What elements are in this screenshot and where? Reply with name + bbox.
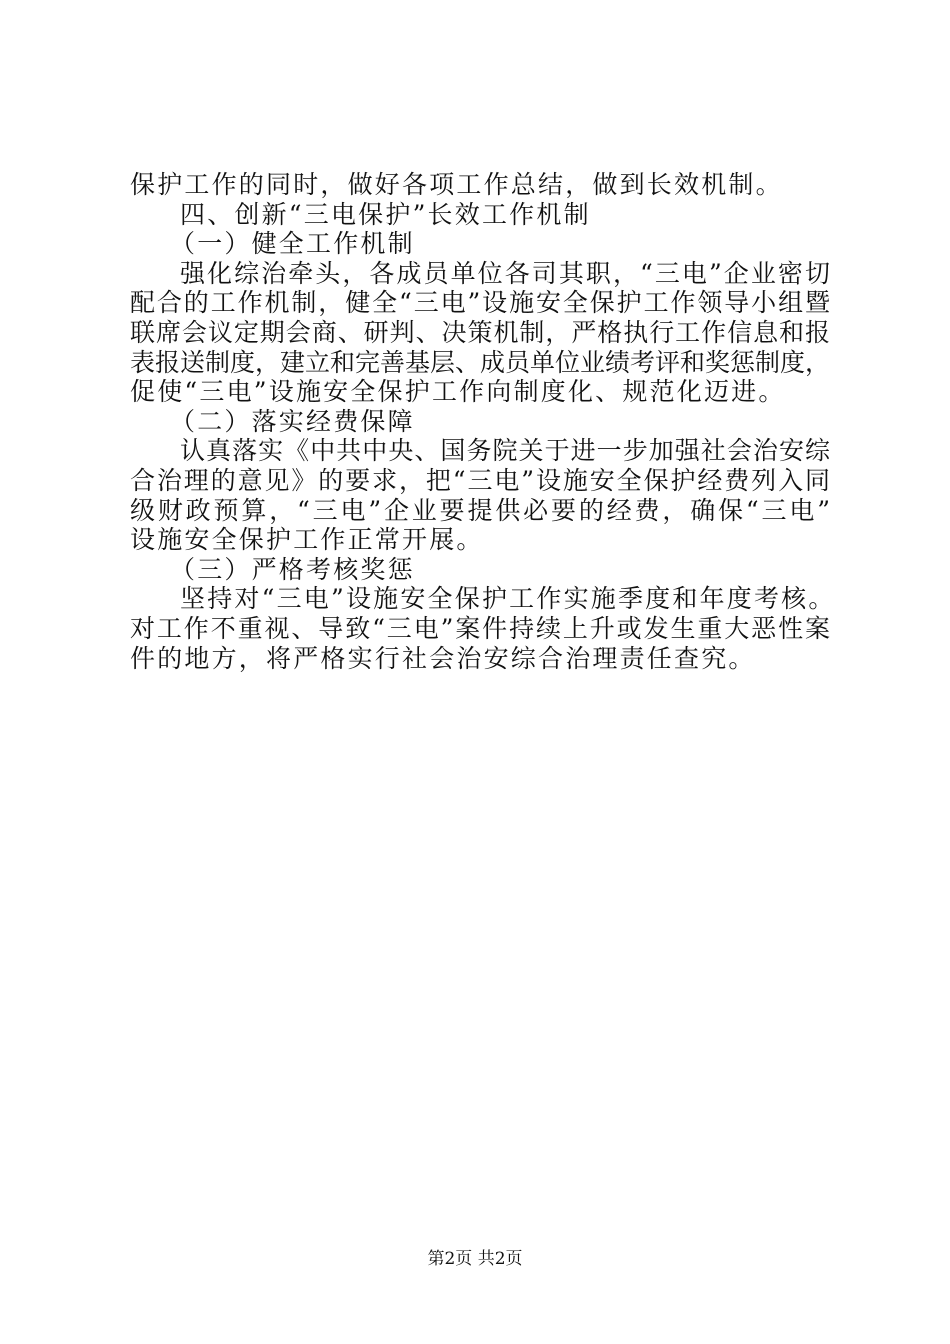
text-line: 对工作不重视、导致“三电”案件持续上升或发生重大恶性案 (130, 613, 830, 643)
page-number-label: 第2页 共2页 (427, 1249, 523, 1269)
subsection-heading: （三）严格考核奖惩 (170, 554, 415, 584)
subsection-heading: （一）健全工作机制 (170, 229, 415, 259)
text-line: 促使“三电”设施安全保护工作向制度化、规范化迈进。 (130, 377, 786, 407)
text-line: 设施安全保护工作正常开展。 (130, 525, 484, 555)
text-line: 强化综治牵头，各成员单位各司其职，“三电”企业密切 (180, 258, 830, 288)
text-line: 保护工作的同时，做好各项工作总结，做到长效机制。 (130, 170, 783, 199)
text-line: 坚持对“三电”设施安全保护工作实施季度和年度考核。 (180, 584, 836, 614)
text-line: 件的地方，将严格实行社会治安综合治理责任查究。 (130, 643, 756, 673)
subsection-heading: （二）落实经费保障 (170, 406, 415, 436)
text-line: 联席会议定期会商、研判、决策机制，严格执行工作信息和报 (130, 317, 830, 347)
document-body (130, 170, 836, 673)
text-line: 表报送制度，建立和完善基层、成员单位业绩考评和奖惩制度， (130, 347, 831, 377)
text-line: 认真落实《中共中央、国务院关于进一步加强社会治安综 (180, 436, 830, 466)
text-line: 合治理的意见》的要求，把“三电”设施安全保护经费列入同 (130, 465, 830, 495)
text-line: 配合的工作机制，健全“三电”设施安全保护工作领导小组暨 (130, 288, 830, 318)
page-footer (0, 1244, 950, 1269)
section-heading: 四、创新“三电保护”长效工作机制 (180, 199, 591, 229)
text-line: 级财政预算，“三电”企业要提供必要的经费，确保“三电” (130, 495, 830, 525)
